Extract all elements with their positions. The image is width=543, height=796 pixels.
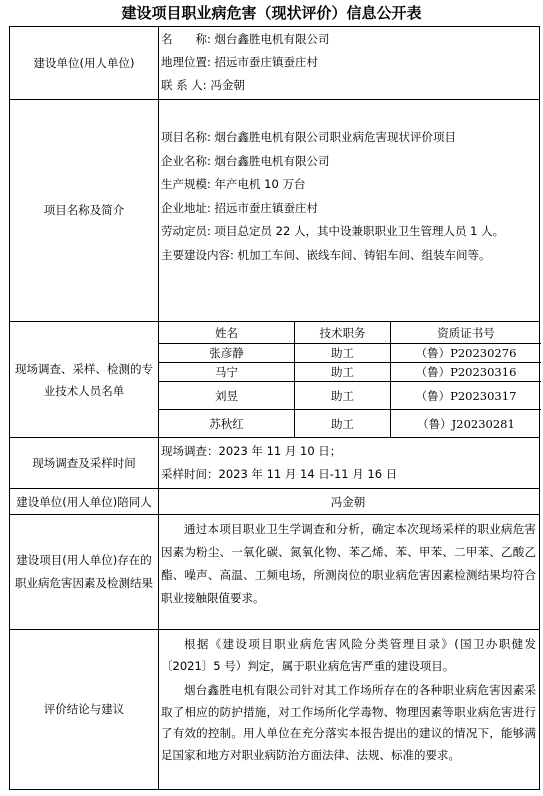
- hazards-label: 建设项目(用人单位)存在的职业病危害因素及检测结果: [10, 515, 159, 629]
- staff-name: 张彦静: [159, 344, 295, 363]
- project-line: 项目名称: 烟台鑫胜电机有限公司职业病危害现状评价项目: [161, 130, 457, 144]
- staff-name: 马宁: [159, 363, 295, 382]
- unit-location: 招远市蚕庄镇蚕庄村: [214, 55, 319, 69]
- conclusion-label: 评价结论与建议: [10, 630, 159, 789]
- survey-investigation: 现场调查：2023 年 11 月 10 日；: [161, 444, 342, 458]
- staff-header-title: 技术职务: [295, 322, 391, 344]
- project-line: 企业地址: 招远市蚕庄镇蚕庄村: [161, 200, 319, 215]
- staff-cert: （鲁）P20230317: [391, 382, 541, 410]
- info-table: [9, 26, 540, 790]
- page-title: 建设项目职业病危害（现状评价）信息公开表: [121, 4, 422, 22]
- staff-header-cert: 资质证书号: [391, 322, 541, 344]
- project-line: 企业名称: 烟台鑫胜电机有限公司: [161, 153, 330, 168]
- staff-cert: （鲁）P20230316: [391, 363, 541, 382]
- staff-name: 刘昱: [159, 382, 295, 410]
- staff-title: 助工: [295, 410, 391, 437]
- staff-cert: （鲁）J20230281: [417, 416, 515, 431]
- survey-label: 现场调查及采样时间: [10, 438, 159, 488]
- survey-sampling: 采样时间：2023 年 11 月 14 日-11 月 16 日: [161, 467, 398, 481]
- staff-table: [159, 322, 539, 437]
- survey-values: [159, 438, 539, 488]
- unit-location-key: 地理位置:: [161, 55, 211, 69]
- conclusion-paragraph-2: 烟台鑫胜电机有限公司针对其工作场所存在的各种职业病危害因素采取了相应的防护措施，对工作场所化学毒物、物理因素等职业病危害进行了有效的控制。用人单位在充分落实本报告提出的建议的情况下，能够满足国家和地方对职业病防治方面法律、法规、标准的要求。: [161, 683, 536, 762]
- staff-name: 苏秋红: [159, 410, 295, 437]
- staff-title: 助工: [295, 382, 391, 410]
- unit-values: [159, 27, 539, 99]
- row-conclusion: [10, 630, 539, 789]
- unit-name: 烟台鑫胜电机有限公司: [214, 32, 330, 46]
- staff-cert: （鲁）P20230276: [391, 344, 541, 363]
- unit-label: 建设单位(用人单位): [10, 27, 159, 99]
- conclusion-values: [159, 630, 539, 789]
- project-line: 主要建设内容: 机加工车间、嵌线车间、铸铝车间、组装车间等。: [161, 247, 491, 262]
- row-companion: [10, 489, 539, 515]
- unit-name-key: 名 称:: [161, 32, 211, 46]
- staff-title: 助工: [295, 363, 391, 382]
- hazards-text: 通过本项目职业卫生学调查和分析，确定本次现场采样的职业病危害因素为粉尘、一氧化碳、氮氧化物、苯乙烯、苯、甲苯、二甲苯、乙酸乙酯、噪声、高温、工频电场，所测岗位的职业病危害因素检测结果均符合职业接触限值要求。: [161, 522, 536, 605]
- staff-title: 助工: [295, 344, 391, 363]
- row-project: [10, 100, 539, 322]
- unit-contact: 冯金朝: [210, 78, 245, 92]
- row-staff: [10, 322, 539, 438]
- staff-header-name: 姓名: [159, 322, 295, 344]
- project-label: 项目名称及简介: [10, 100, 159, 321]
- conclusion-paragraph-1: 根据《建设项目职业病危害风险分类管理目录》(国卫办职健发〔2021〕5 号）判定，属于职业病危害严重的建设项目。: [161, 637, 536, 673]
- project-line: 劳动定员: 项目总定员 22 人，其中设兼职职业卫生管理人员 1 人。: [161, 224, 505, 238]
- row-unit: [10, 27, 539, 100]
- project-values: [159, 100, 539, 321]
- hazards-values: [159, 515, 539, 629]
- row-hazards: [10, 515, 539, 630]
- unit-contact-key: 联 系 人:: [161, 78, 207, 92]
- companion-label: 建设单位(用人单位)陪同人: [10, 489, 159, 514]
- companion-value: 冯金朝: [330, 494, 366, 509]
- project-line: 生产规模: 年产电机 10 万台: [161, 177, 306, 191]
- row-survey: [10, 438, 539, 489]
- staff-label: 现场调查、采样、检测的专业技术人员名单: [10, 322, 159, 437]
